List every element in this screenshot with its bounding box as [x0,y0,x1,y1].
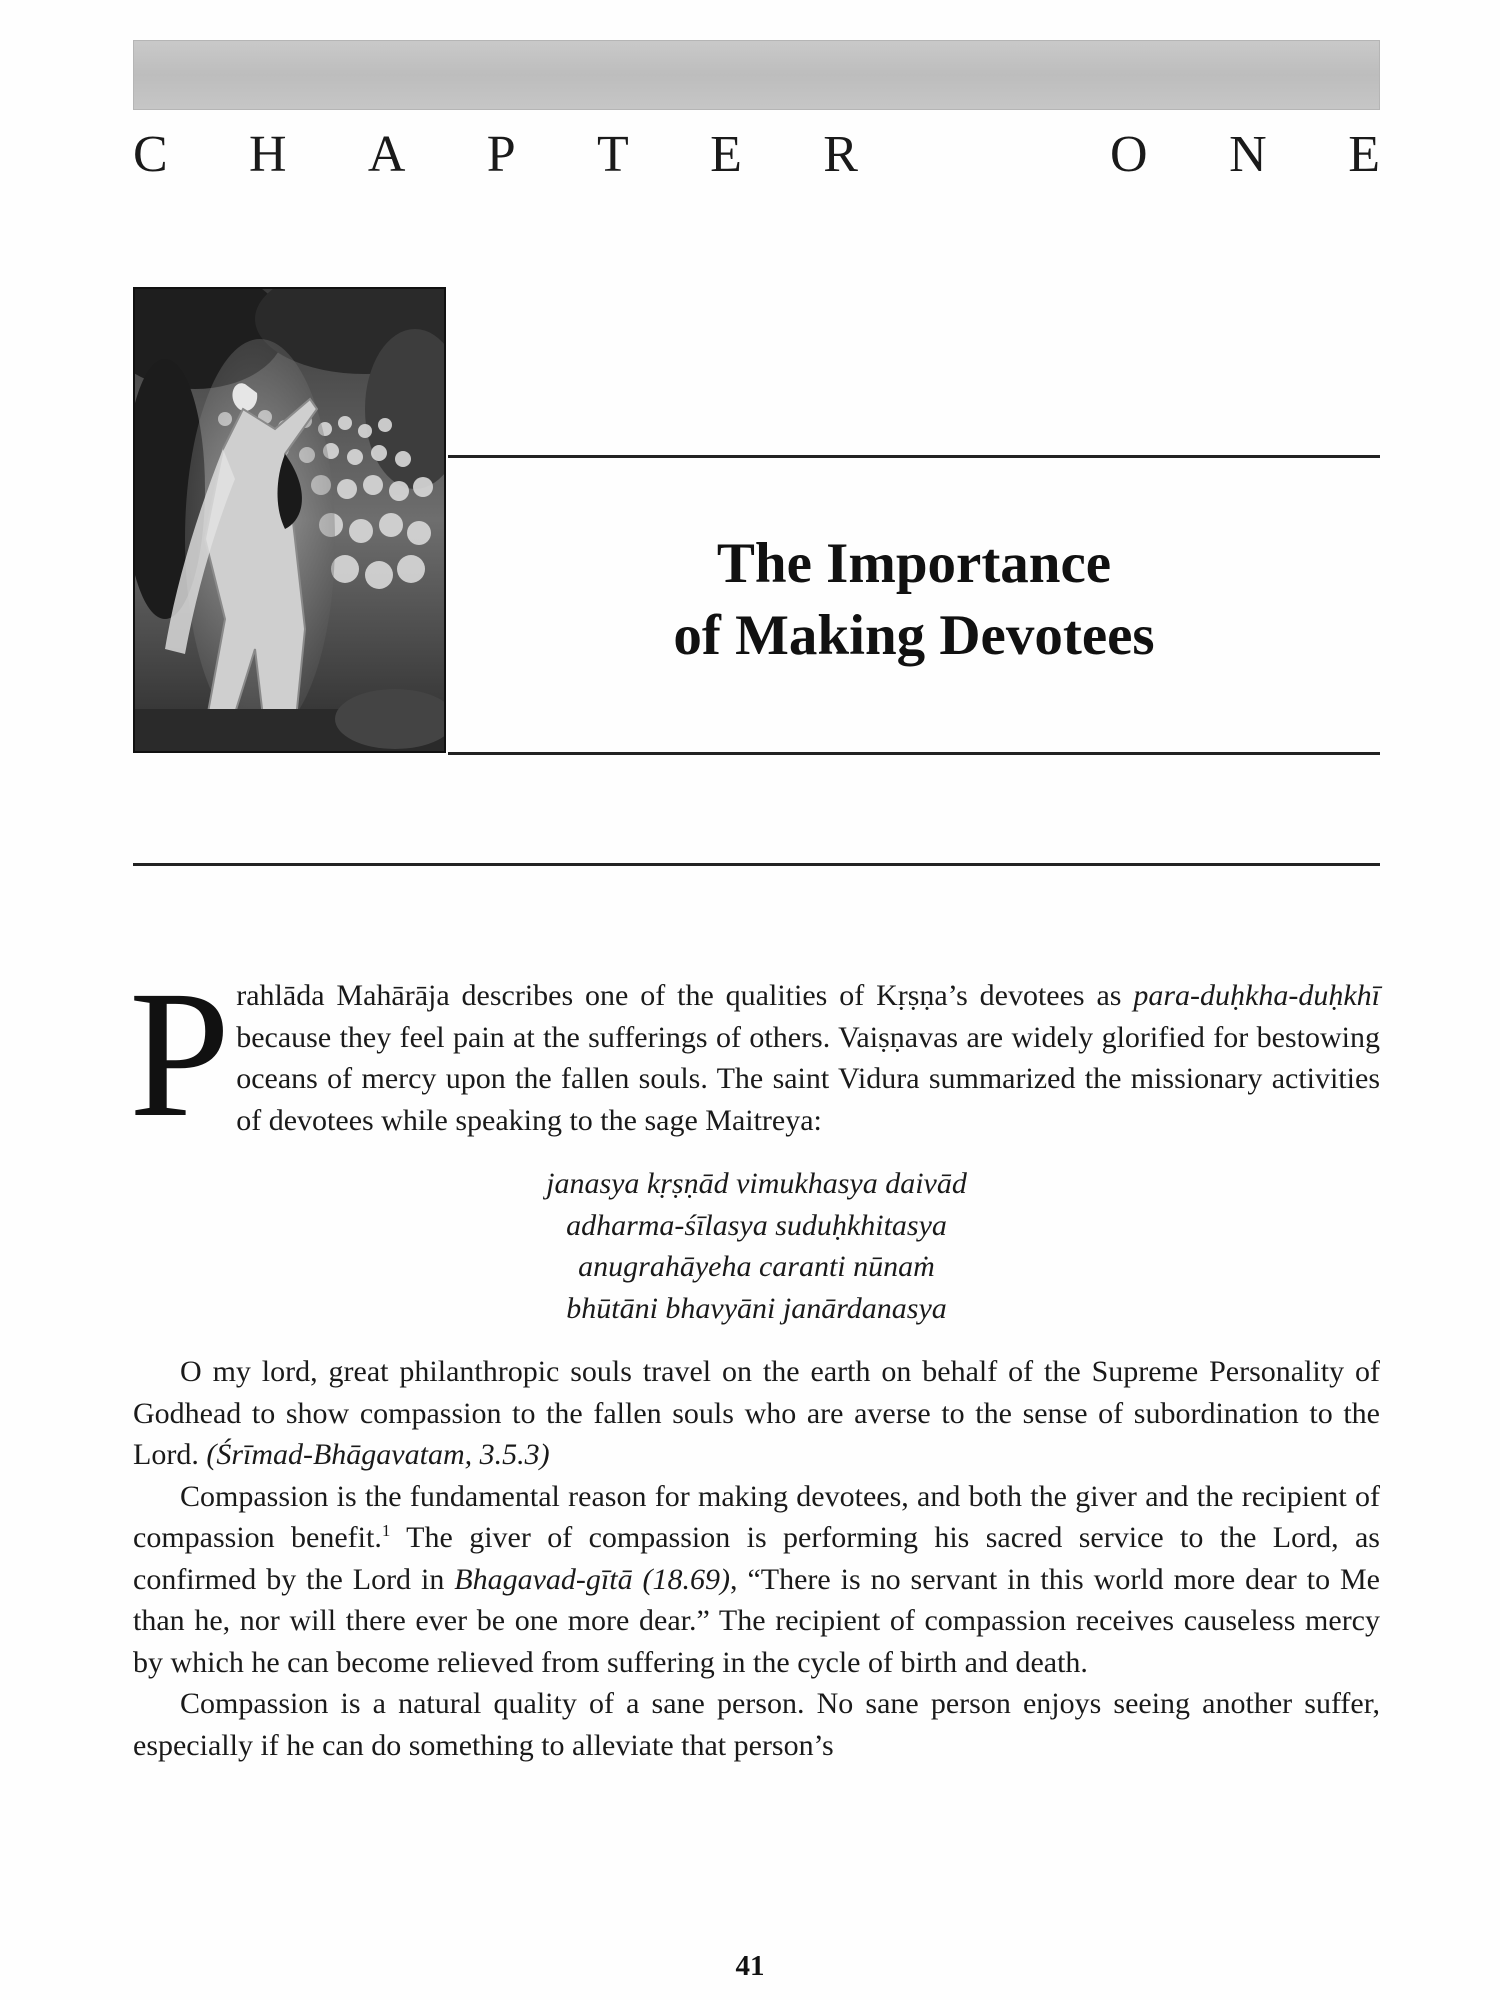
chapter-label-letter: N [1229,125,1267,183]
header-gray-band [133,40,1380,110]
chapter-label-letter: E [1348,125,1380,183]
chapter-title-line2: of Making Devotees [673,604,1155,667]
illustration-devotee-preaching-image [133,287,446,753]
chapter-label-letter: O [1110,125,1148,183]
verse-line: janasya kṛṣṇād vimukhasya daivād [546,1167,967,1200]
chapter-title [448,528,1380,672]
chapter-label-letter: P [486,125,516,183]
paragraph-1-tail: because they feel pain at the sufferings of others. Vaiṣṇavas are widely glorified for bestowing oceans of mercy upon the fallen souls. The saint Vidura summarized the missionary activities of devotees while speaking to the sage Maitreya: [236,1020,1380,1137]
footnote-marker[interactable]: 1 [381,1521,391,1540]
title-top-rule [448,455,1380,458]
verse-line: anugrahāyeha caranti nūnaṁ [578,1250,935,1283]
paragraph-4 [133,1683,1380,1766]
chapter-title-line1: The Importance [716,532,1112,595]
title-bottom-rule [448,752,1380,755]
paragraph-3-text-a: Compassion is the fundamental reason for making devotees, and both the giver and the recipient of compassion benefit. [133,1479,1380,1554]
drop-cap: P [129,954,231,1155]
chapter-label-letter: R [823,125,858,183]
chapter-label-word2 [1110,125,1380,184]
chapter-label-letter: A [367,125,406,183]
paragraph-3-citation: Bhagavad-gītā (18.69) [454,1562,731,1596]
chapter-label-letter: H [249,125,287,183]
paragraph-1 [129,954,1380,1155]
paragraph-1-text: rahlāda Mahārāja describes one of the qualities of Kṛṣṇa’s devotees as [236,979,1134,1012]
chapter-label-letter: T [597,125,629,183]
chapter-label-word1 [133,125,858,184]
chapter-label [133,124,1380,184]
body-text [129,954,1380,1766]
paragraph-2 [133,1351,1380,1476]
chapter-label-letter: C [133,125,168,183]
section-divider-rule [133,863,1380,866]
paragraph-4-text: Compassion is a natural quality of a sane person. No sane person enjoys seeing another suffer, especially if he can do something to alleviate that person’s [133,1687,1380,1762]
paragraph-2-text: O my lord, great philanthropic souls travel on the earth on behalf of the Supreme Personality of Godhead to show compassion to the fallen souls who are averse to the sense of subordination to the Lord. [133,1355,1380,1471]
paragraph-2-citation: (Śrīmad-Bhāgavatam, 3.5.3) [206,1438,550,1471]
verse-line: adharma-śīlasya suduḥkhitasya [566,1208,947,1242]
verse-line: bhūtāni bhavyāni janārdanasya [566,1291,947,1325]
paragraph-3 [133,1476,1380,1684]
page-number: 41 [735,1950,765,1982]
paragraph-3-text-b: The giver of compassion is performing his sacred service to the Lord, as confirmed by the Lord in [133,1521,1380,1596]
paragraph-1-term: para-duḥkha-duḥkhī [1133,979,1380,1012]
paragraph-3-text-c: , “There is no servant in this world more dear to Me than he, nor will there ever be one more dear.” The recipient of compassion receives causeless mercy by which he can become relieved from suffering in the cycle of birth and death. [133,1562,1380,1679]
chapter-label-letter: E [710,125,742,183]
verse-block [133,1163,1380,1329]
